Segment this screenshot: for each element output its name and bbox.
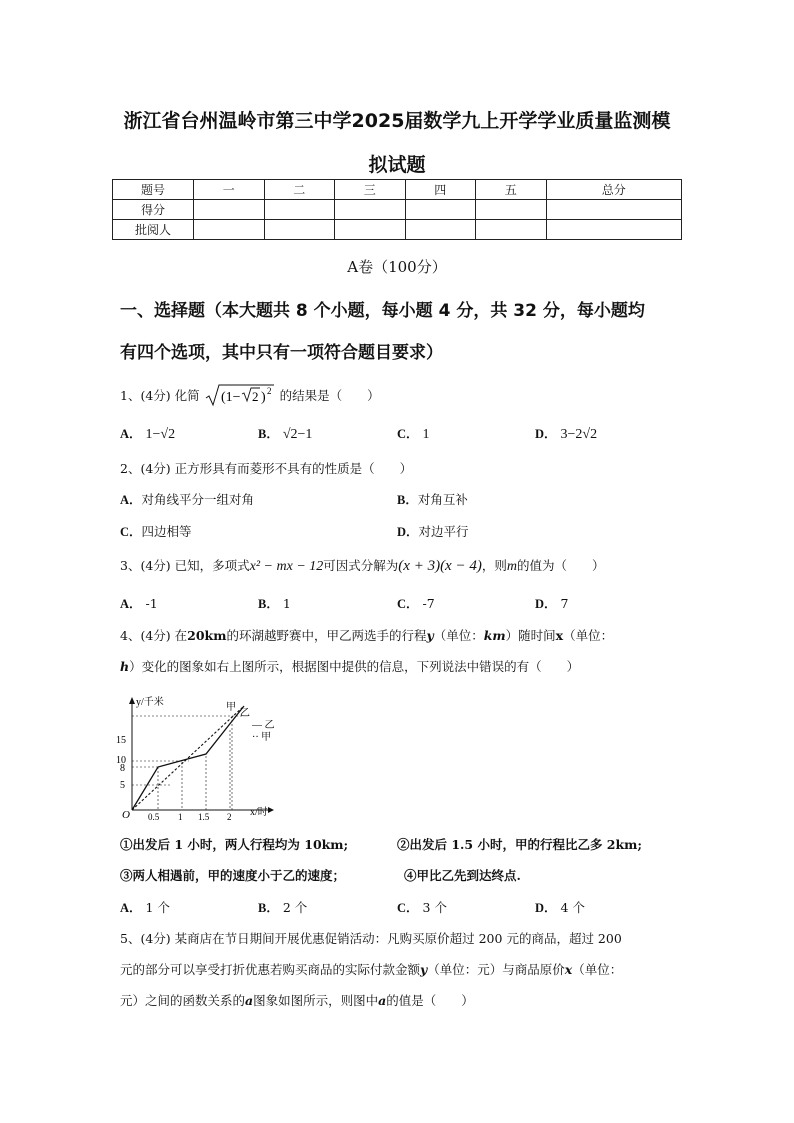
q1-option-c[interactable] — [397, 424, 430, 443]
score-table-cell: 总分 — [546, 180, 682, 200]
option-text: 四边相等 — [141, 524, 192, 539]
option-label: B． — [397, 493, 418, 507]
text-span: x — [564, 962, 573, 977]
score-table-cell: 题号 — [113, 180, 194, 200]
score-input-cell[interactable] — [194, 200, 265, 220]
text-span: y — [426, 628, 434, 643]
legend-entry-yi: — 乙 — [252, 720, 275, 731]
q2-option-c[interactable] — [120, 522, 192, 540]
score-table-cell: 得分 — [113, 200, 194, 220]
text-span: （单位： — [572, 962, 623, 977]
q3-mid: 可因式分解为 — [323, 558, 399, 573]
option-text: 1−√2 — [145, 427, 176, 442]
score-table-cell: 三 — [335, 180, 406, 200]
option-text: 7 — [560, 596, 569, 611]
q3-option-a[interactable] — [120, 594, 158, 612]
score-input-cell[interactable] — [546, 220, 682, 240]
part1-heading-line2: 有四个选项，其中只有一项符合题目要求） — [120, 343, 443, 363]
text-span: ）随时间 — [505, 628, 556, 643]
option-label: B． — [258, 597, 279, 611]
q3-factorization: (x + 3)(x − 4) — [398, 558, 482, 574]
q4-option-d[interactable] — [535, 898, 585, 916]
score-table-cell: 四 — [405, 180, 476, 200]
score-table-row — [113, 200, 682, 220]
svg-text:2: 2 — [251, 389, 259, 404]
question-1-prefix: 1、(4分) 化简 — [120, 388, 200, 403]
q3-suffix: 的值为（ ） — [516, 558, 605, 573]
q4-statement-1: ①出发后 1 小时，两人行程均为 10km; — [120, 837, 349, 852]
text-span: a — [378, 993, 387, 1008]
q1-option-a[interactable] — [120, 424, 175, 443]
q3-option-b[interactable] — [258, 594, 291, 612]
option-label: A． — [120, 597, 142, 611]
q3-prefix: 3、(4分) 已知，多项式 — [120, 558, 250, 573]
score-input-cell[interactable] — [546, 200, 682, 220]
option-text: -1 — [145, 596, 158, 611]
x-tick-label: 0.5 — [148, 812, 160, 822]
option-label: C． — [397, 597, 419, 611]
y-tick-label: 10 — [116, 755, 126, 766]
option-label: B． — [258, 427, 279, 441]
score-table-cell: 五 — [476, 180, 547, 200]
q3-mid2: ，则 — [481, 558, 507, 573]
option-label: A． — [120, 901, 142, 915]
option-text: 4 个 — [560, 900, 585, 915]
score-table-header-row — [113, 180, 682, 200]
option-label: A． — [120, 493, 142, 507]
text-span: a — [245, 993, 254, 1008]
score-input-cell[interactable] — [264, 220, 335, 240]
series-label-yi: 乙 — [240, 708, 250, 719]
q1-option-b[interactable] — [258, 424, 312, 443]
x-tick-label: 1 — [178, 812, 183, 822]
option-label: C． — [397, 901, 419, 915]
y-axis-label: y/千米 — [136, 697, 164, 708]
y-tick-label: 5 — [120, 780, 125, 791]
option-text: 对角互补 — [417, 492, 468, 507]
option-text: 1 个 — [145, 900, 170, 915]
text-span: 图象如图所示，则图中 — [253, 993, 379, 1008]
q3-option-c[interactable] — [397, 594, 435, 612]
question-1-suffix: 的结果是（ ） — [279, 388, 380, 403]
score-input-cell[interactable] — [335, 220, 406, 240]
q1-radical-expression — [204, 382, 276, 408]
question-4-stem-line2 — [120, 657, 579, 675]
origin-label: O — [122, 809, 130, 821]
question-3-stem — [120, 556, 605, 575]
y-tick-label: 8 — [120, 763, 125, 774]
option-label: B． — [258, 901, 279, 915]
svg-text:(1−: (1− — [220, 390, 241, 405]
text-span: h — [120, 659, 130, 674]
x-axis-arrow — [268, 807, 274, 813]
option-text: 对边平行 — [418, 524, 469, 539]
text-span: 元的部分可以享受打折优惠若购买商品的实际付款金额 — [120, 962, 421, 977]
document-title-line2: 拟试题 — [368, 154, 426, 176]
text-span: 4、(4分) 在 — [120, 628, 188, 643]
option-text: 3−2√2 — [560, 427, 598, 442]
score-table-cell: 批阅人 — [113, 220, 194, 240]
q2-option-d[interactable] — [397, 522, 469, 540]
q4-statement-2: ②出发后 1.5 小时，甲的行程比乙多 2km; — [397, 837, 643, 852]
score-table — [112, 179, 682, 240]
option-label: D． — [535, 901, 557, 915]
option-label: C． — [397, 427, 419, 441]
q1-option-d[interactable] — [535, 424, 597, 443]
svg-text:): ) — [260, 390, 266, 405]
option-label: D． — [535, 427, 557, 441]
score-input-cell[interactable] — [264, 200, 335, 220]
question-5-stem-line3 — [120, 991, 474, 1009]
guide-lines — [132, 716, 244, 810]
legend-entry-jia: ·· 甲 — [252, 732, 272, 743]
score-input-cell[interactable] — [476, 200, 547, 220]
option-label: A． — [120, 427, 142, 441]
text-span: 的环湖越野赛中，甲乙两选手的行程 — [226, 628, 427, 643]
score-table-row — [113, 220, 682, 240]
score-input-cell[interactable] — [405, 220, 476, 240]
question-2-stem: 2、(4分) 正方形具有而菱形不具有的性质是（ ） — [120, 461, 413, 476]
part1-heading-line1: 一、选择题（本大题共 8 个小题，每小题 4 分，共 32 分，每小题均 — [120, 301, 645, 321]
option-text: 1 — [422, 427, 430, 442]
q2-option-b[interactable] — [397, 490, 468, 508]
option-text: √2−1 — [282, 427, 313, 442]
text-span: 元）之间的函数关系的 — [120, 993, 246, 1008]
q3-option-d[interactable] — [535, 594, 568, 612]
option-label: D． — [397, 525, 419, 539]
score-input-cell[interactable] — [194, 220, 265, 240]
score-input-cell[interactable] — [335, 200, 406, 220]
y-axis-arrow — [129, 697, 135, 704]
score-input-cell[interactable] — [476, 220, 547, 240]
text-span: 20km — [187, 628, 227, 643]
question-1-stem — [120, 382, 380, 408]
score-input-cell[interactable] — [405, 200, 476, 220]
series-label-jia: 甲 — [226, 702, 236, 713]
option-label: C． — [120, 525, 142, 539]
option-text: -7 — [422, 596, 435, 611]
text-span: km — [483, 628, 506, 643]
x-tick-label: 1.5 — [198, 812, 210, 822]
text-span: x — [555, 628, 564, 643]
x-tick-label: 2 — [227, 812, 232, 822]
q4-statement-4: ④甲比乙先到达终点. — [404, 868, 521, 883]
text-span: （单位： — [433, 628, 484, 643]
option-label: D． — [535, 597, 557, 611]
q2-option-a[interactable] — [120, 490, 254, 508]
text-span: ）变化的图象如右上图所示，根据图中提供的信息，下列说法中错误的有（ ） — [129, 659, 580, 674]
y-tick-label: 15 — [116, 735, 126, 746]
q4-option-c[interactable] — [397, 898, 447, 916]
q4-option-b[interactable] — [258, 898, 307, 916]
text-span: （单位：元）与商品原价 — [427, 962, 565, 977]
question-5-stem-line1: 5、(4分) 某商店在节日期间开展优惠促销活动：凡购买原价超过 200 元的商品，超过 200 — [120, 931, 622, 946]
document-title-line1: 浙江省台州温岭市第三中学2025届数学九上开学学业质量监测模 — [123, 110, 671, 132]
q3-variable: m — [506, 559, 517, 574]
text-span: y — [420, 962, 428, 977]
score-table-cell: 一 — [194, 180, 265, 200]
q4-statement-3: ③两人相遇前，甲的速度小于乙的速度； — [120, 868, 346, 883]
question-5-stem-line2 — [120, 960, 622, 978]
score-table-cell: 二 — [264, 180, 335, 200]
q4-distance-time-graph — [112, 692, 292, 822]
section-a-heading: A卷（100分） — [347, 258, 447, 276]
text-span: （单位： — [563, 628, 614, 643]
series-jia-line — [132, 706, 244, 810]
question-4-stem-line1 — [120, 626, 613, 644]
q3-polynomial: x² − mx − 12 — [249, 559, 324, 574]
option-text: 1 — [282, 596, 291, 611]
option-text: 对角线平分一组对角 — [141, 492, 255, 507]
svg-text:2: 2 — [266, 386, 272, 396]
option-text: 2 个 — [282, 900, 308, 915]
option-text: 3 个 — [422, 900, 447, 915]
x-axis-label: x/时 — [250, 807, 268, 818]
text-span: 的值是（ ） — [386, 993, 474, 1008]
q4-option-a[interactable] — [120, 898, 170, 916]
